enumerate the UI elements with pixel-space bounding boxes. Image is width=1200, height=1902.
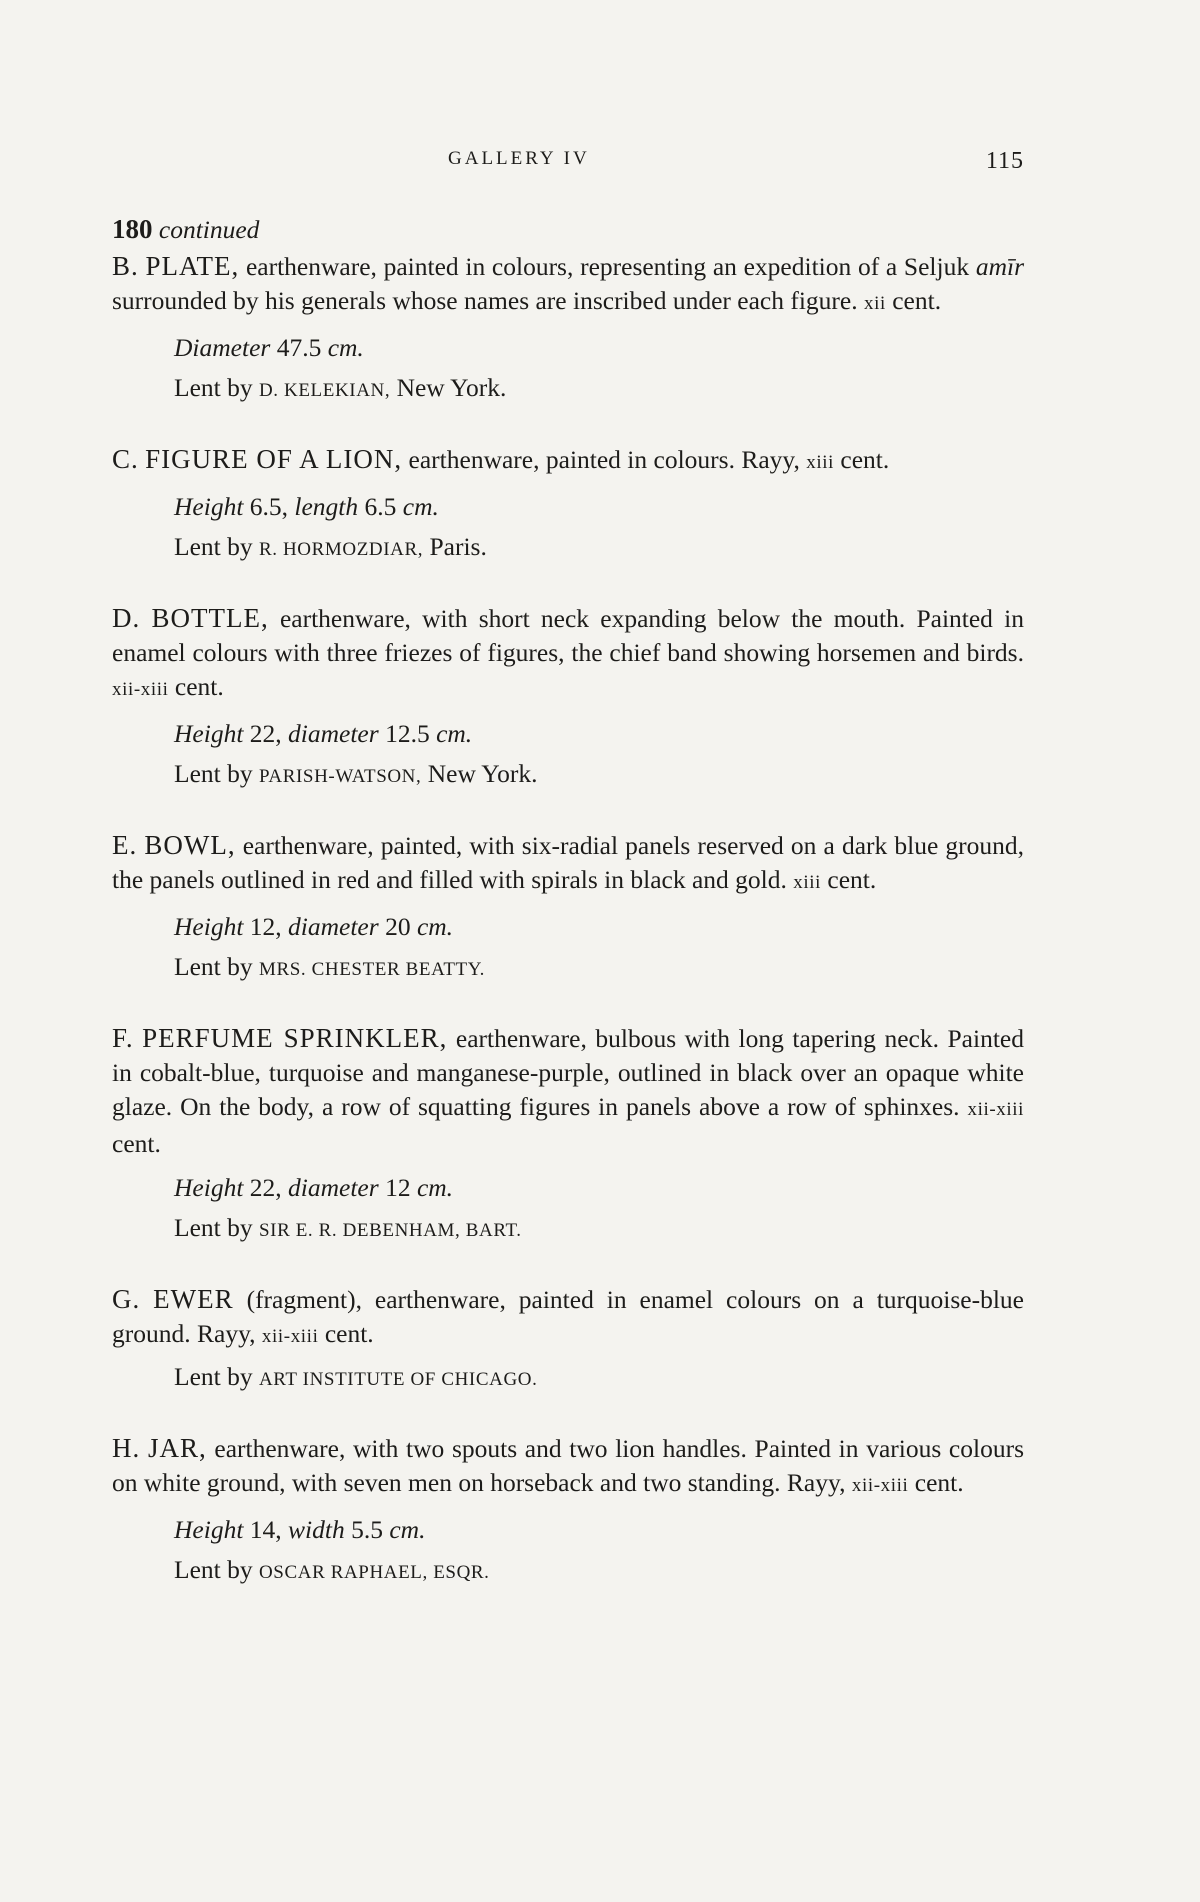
- entry-description: F. PERFUME SPRINKLER, earthenware, bulbous with long tapering neck. Painted in cobalt-blue, turquoise and manganese-purple, outlined in black over an opaque white glaze. On the body, a row of squatting figures in panels above a row of sphinxes. xii-xiii cent.: [112, 1023, 1024, 1158]
- page-body: [112, 212, 1024, 1624]
- entry-description: H. JAR, earthenware, with two spouts and two lion handles. Painted in various colours on white ground, with seven men on horseback and two standing. Rayy, xii-xiii cent.: [112, 1433, 1025, 1497]
- lender-name: SIR E. R. DEBENHAM, BART.: [258, 1220, 522, 1241]
- lender-name: MRS. CHESTER BEATTY.: [258, 959, 485, 980]
- entry-measurements: Height 6.5, length 6.5 cm.: [174, 492, 439, 521]
- entry-letter: D.: [112, 603, 141, 633]
- entry-measurements: Height 12, diameter 20 cm.: [174, 912, 454, 941]
- entry-number: 180: [112, 214, 153, 244]
- entry-lender: Lent by D. KELEKIAN, New York.: [174, 373, 507, 402]
- running-title: GALLERY IV: [448, 148, 590, 169]
- entry-measurements: Diameter 47.5 cm.: [174, 333, 364, 362]
- entry-description: E. BOWL, earthenware, painted, with six-radial panels reserved on a dark blue ground, the panels outlined in red and filled with spirals in black and gold. xiii cent.: [112, 830, 1025, 894]
- entry-measurements: Height 14, width 5.5 cm.: [174, 1515, 426, 1544]
- century-date: xiii: [793, 872, 822, 893]
- entry-lender: Lent by SIR E. R. DEBENHAM, BART.: [174, 1213, 522, 1242]
- entry-letter: C.: [112, 444, 139, 474]
- lender-name: PARISH-WATSON,: [258, 766, 422, 787]
- lender-name: R. HORMOZDIAR,: [258, 539, 424, 560]
- catalogue-entry-d: [112, 601, 1024, 794]
- catalogue-entry-c: [112, 442, 1024, 567]
- century-date: xii-xiii: [261, 1326, 319, 1347]
- century-date: xii-xiii: [967, 1099, 1024, 1120]
- entry-letter: G.: [112, 1284, 141, 1314]
- entry-lender: Lent by OSCAR RAPHAEL, ESQR.: [174, 1555, 490, 1584]
- entry-letter: H.: [112, 1433, 141, 1463]
- century-date: xii-xiii: [112, 679, 169, 700]
- catalogue-entry-f: [112, 1021, 1024, 1248]
- entry-description: G. EWER (fragment), earthenware, painted in enamel colours on a turquoise-blue ground. Rayy, xii-xiii cent.: [112, 1284, 1024, 1348]
- page-number: 115: [985, 148, 1024, 174]
- catalogue-entry-g: [112, 1282, 1024, 1397]
- catalogue-entry-h: [112, 1431, 1024, 1590]
- entry-lender: Lent by ART INSTITUTE OF CHICAGO.: [174, 1362, 538, 1391]
- running-header: [112, 148, 1024, 178]
- entry-lender: Lent by R. HORMOZDIAR, Paris.: [174, 532, 487, 561]
- entry-title: FIGURE OF A LION,: [145, 444, 403, 474]
- catalogue-entry-b: [112, 249, 1024, 408]
- lender-name: D. KELEKIAN,: [258, 380, 391, 401]
- entry-description: D. BOTTLE, earthenware, with short neck expanding below the mouth. Painted in enamel colours with three friezes of figures, the chief band showing horsemen and birds. xii-xiii cent.: [112, 603, 1024, 701]
- entry-lender: Lent by PARISH-WATSON, New York.: [174, 759, 538, 788]
- entry-measurements: Height 22, diameter 12 cm.: [174, 1173, 454, 1202]
- continued-label: continued: [158, 215, 260, 244]
- entry-title: JAR,: [147, 1433, 207, 1463]
- entry-title: BOWL,: [144, 830, 236, 860]
- entry-letter: B.: [112, 251, 139, 281]
- lender-name: OSCAR RAPHAEL, ESQR.: [258, 1562, 490, 1583]
- entry-title: EWER: [153, 1284, 234, 1314]
- entry-title: PLATE,: [145, 251, 240, 281]
- entry-measurements: Height 22, diameter 12.5 cm.: [174, 719, 473, 748]
- century-date: xii: [864, 293, 886, 314]
- entry-letter: F.: [112, 1023, 134, 1053]
- lender-name: ART INSTITUTE OF CHICAGO.: [258, 1369, 538, 1390]
- century-date: xiii: [806, 452, 834, 473]
- entry-lender: Lent by MRS. CHESTER BEATTY.: [174, 952, 485, 981]
- entry-letter: E.: [112, 830, 138, 860]
- entry-description: C. FIGURE OF A LION, earthenware, painted in colours. Rayy, xiii cent.: [112, 444, 890, 474]
- continuation-heading: [112, 212, 1024, 247]
- entry-title: PERFUME SPRINKLER,: [142, 1023, 448, 1053]
- catalogue-entry-e: [112, 828, 1024, 987]
- entry-title: BOTTLE,: [151, 603, 269, 633]
- century-date: xii-xiii: [851, 1475, 909, 1496]
- entry-description: B. PLATE, earthenware, painted in colours, representing an expedition of a Seljuk amīr surrounded by his generals whose names are inscribed under each figure. xii cent.: [112, 251, 1024, 315]
